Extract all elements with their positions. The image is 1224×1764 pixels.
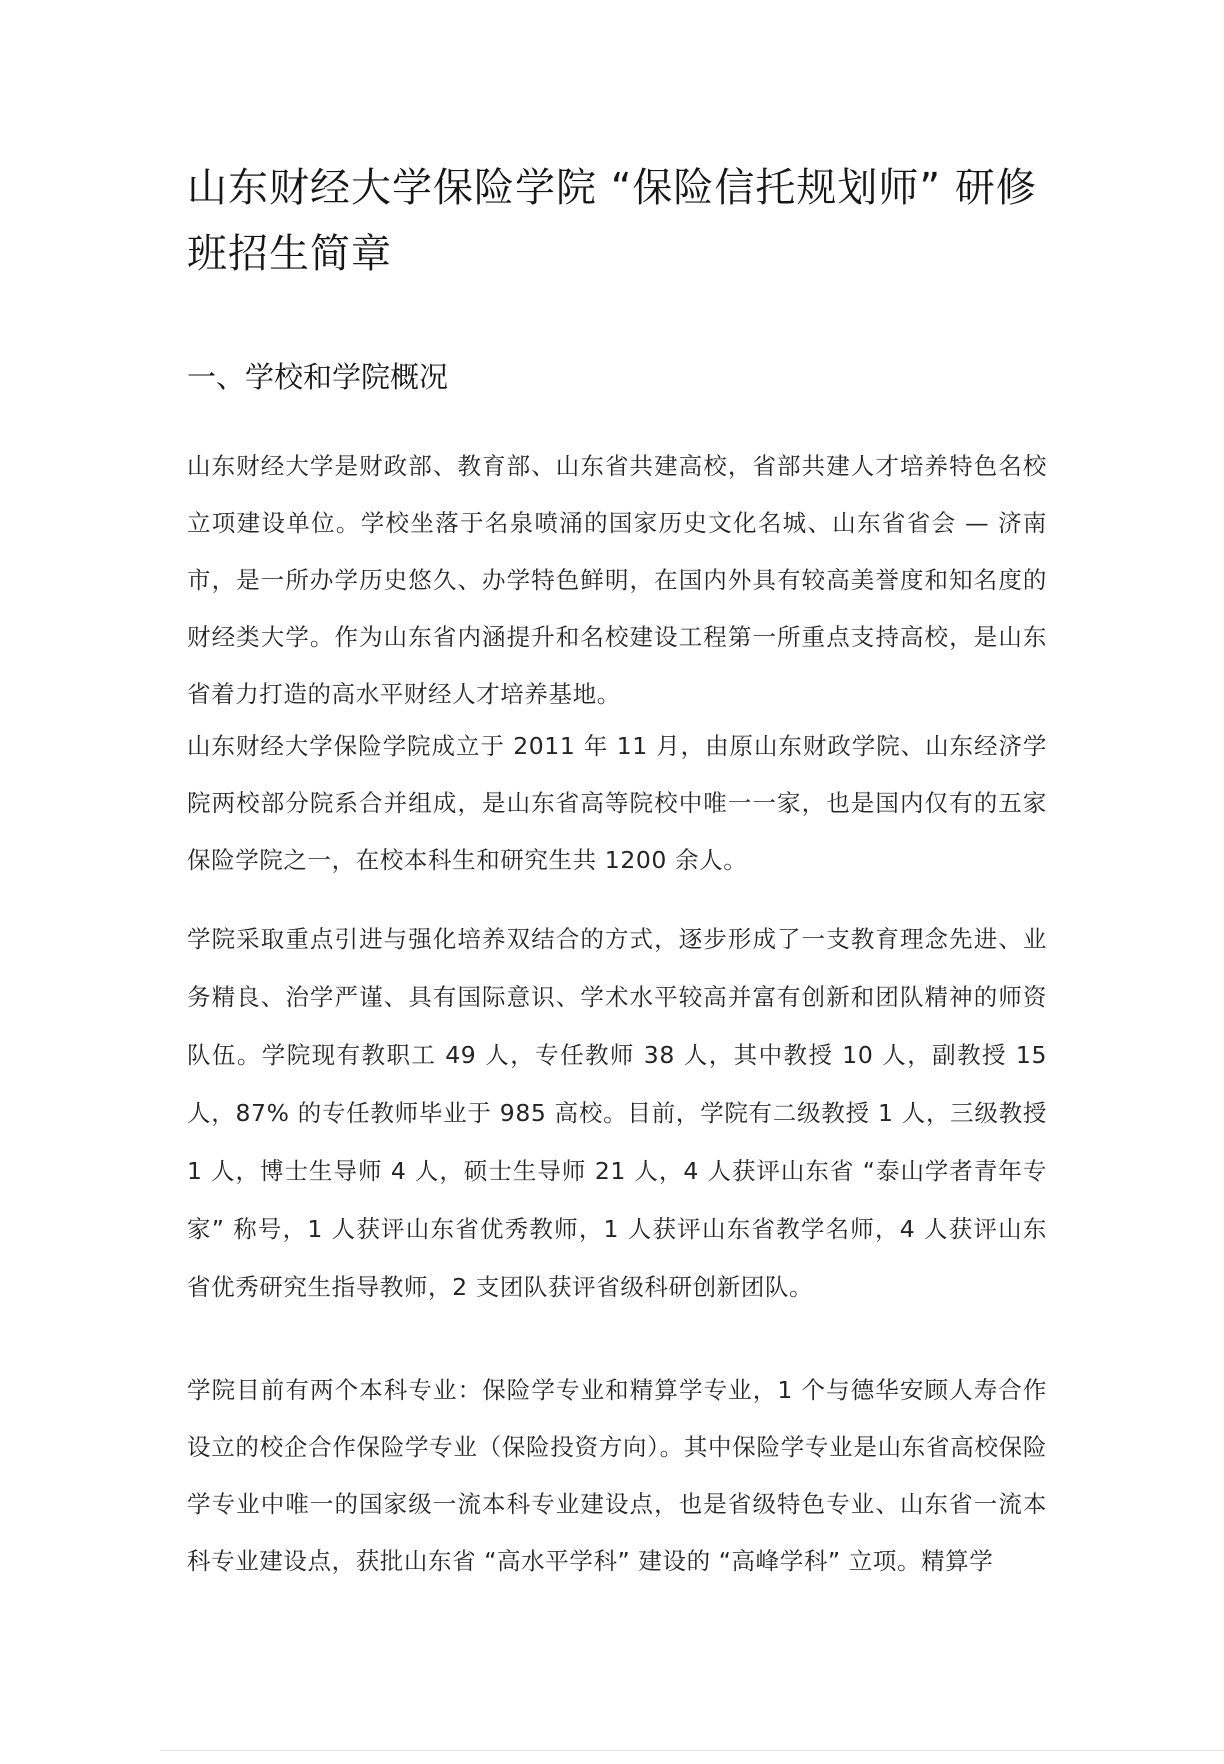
- scan-edge-line: [160, 1750, 1224, 1751]
- section-heading: 一、学校和学院概况: [187, 360, 449, 394]
- paragraph-college-founding: 山东财经大学保险学院成立于 2011 年 11 月，由原山东财政学院、山东经济学院两校部分院系合并组成，是山东省高等院校中唯一一家，也是国内仅有的五家保险学院之一，在校本科生和研究生共 1200 余人。: [187, 732, 1047, 874]
- paragraph-faculty: 学院采取重点引进与强化培养双结合的方式，逐步形成了一支教育理念先进、业务精良、治学严谨、具有国际意识、学术水平较高并富有创新和团队精神的师资队伍。学院现有教职工 49 人，专任教师 38 人，其中教授 10 人，副教授 15 人，87% 的专任教师毕业于 985 高校。目前，学院有二级教授 1 人，三级教授 1 人，博士生导师 4 人，硕士生导师 21 人，4 人获评山东省 “泰山学者青年专家” 称号，1 人获评山东省优秀教师，1 人获评山东省教学名师，4 人获评山东省优秀研究生指导教师，2 支团队获评省级科研创新团队。: [187, 925, 1047, 1301]
- document-title: 山东财经大学保险学院 “保险信托规划师” 研修班招生简章: [187, 165, 1037, 277]
- paragraph-majors: 学院目前有两个本科专业：保险学专业和精算学专业，1 个与德华安顾人寿合作设立的校企合作保险学专业（保险投资方向）。其中保险学专业是山东省高校保险学专业中唯一的国家级一流本科专业建设点，也是省级特色专业、山东省一流本科专业建设点，获批山东省 “高水平学科” 建设的 “高峰学科” 立项。精算学: [187, 1376, 1047, 1575]
- paragraph-university-overview: 山东财经大学是财政部、教育部、山东省共建高校，省部共建人才培养特色名校立项建设单位。学校坐落于名泉喷涌的国家历史文化名城、山东省省会 — 济南市，是一所办学历史悠久、办学特色鲜明，在国内外具有较高美誉度和知名度的财经类大学。作为山东省内涵提升和名校建设工程第一所重点支持高校，是山东省着力打造的高水平财经人才培养基地。: [187, 452, 1047, 708]
